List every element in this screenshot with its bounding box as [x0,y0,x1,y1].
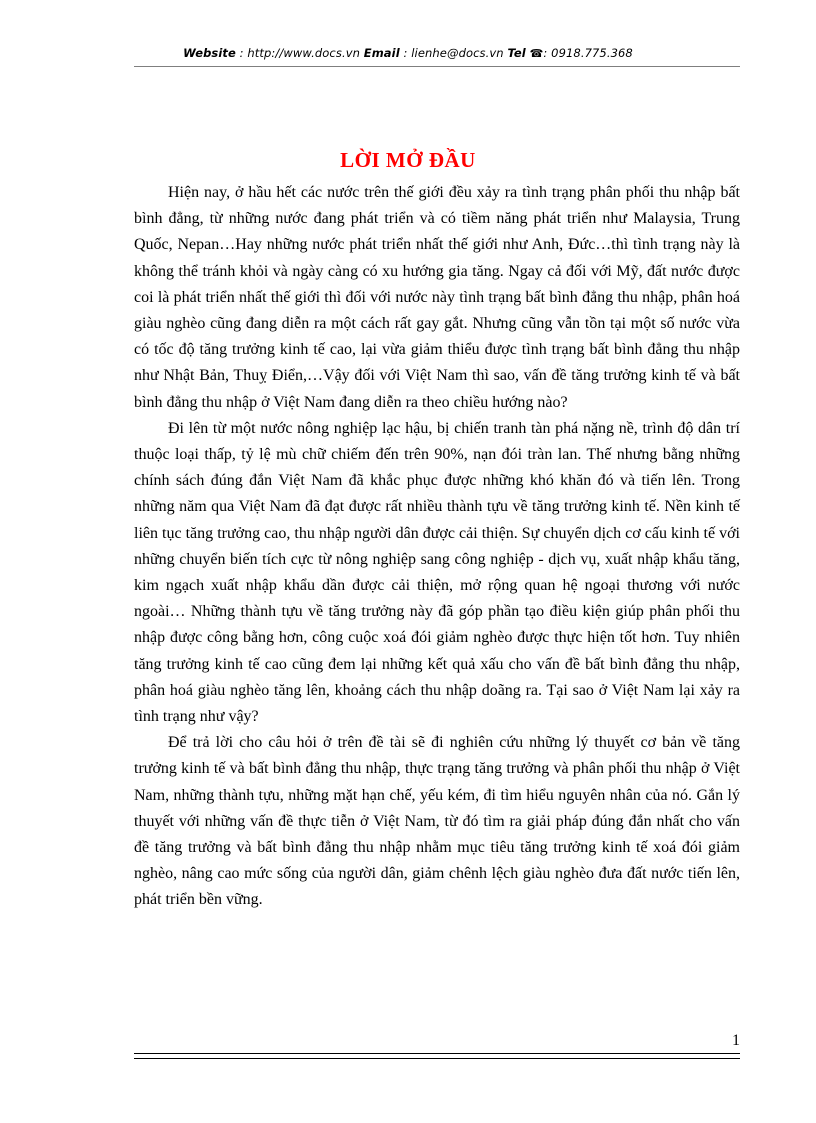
tel-separator: : [543,46,552,60]
paragraph-intro: Hiện nay, ở hầu hết các nước trên thế giới đều xảy ra tình trạng phân phối thu nhập bất bình đẳng, từ những nước đang phát triển và có tiềm năng phát triển như Malaysia, Trung Quốc, Nepan…Hay những nước phát triển nhất thế giới như Anh, Đức…thì tình trạng này là không thể tránh khỏi và ngày càng có xu hướng gia tăng. Ngay cả đối với Mỹ, đất nước được coi là phát triển nhất thế giới thì đối với nước này tình trạng bất bình đẳng thu nhập, phân hoá giàu nghèo cũng đang diễn ra một cách rất gay gắt. Nhưng cũng vẫn tồn tại một số nước vừa có tốc độ tăng trưởng kinh tế cao, lại vừa giảm thiểu được tình trạng bất bình đẳng thu nhập như Nhật Bản, Thuỵ Điển,…Vậy đối với Việt Nam thì sao, vấn đề tăng trưởng kinh tế và bất bình đẳng thu nhập ở Việt Nam đang diễn ra theo chiều hướng nào? [134,184,740,411]
website-label: Website [183,46,236,60]
header-divider [134,66,740,67]
paragraph-objective: Để trả lời cho câu hỏi ở trên đề tài sẽ đi nghiên cứu những lý thuyết cơ bản về tăng trưởng kinh tế và bất bình đẳng thu nhập, thực trạng tăng trưởng và phân phối thu nhập ở Việt Nam, những thành tựu, những mặt hạn chế, yếu kém, đi tìm hiểu nguyên nhân của nó. Gắn lý thuyết với những vấn đề thực tiễn ở Việt Nam, từ đó tìm ra giải pháp đúng đắn nhất cho vấn đề tăng trưởng và bất bình đẳng thu nhập nhằm mục tiêu tăng trưởng kinh tế xoá đói giảm nghèo, nâng cao mức sống của người dân, giảm chênh lệch giàu nghèo đưa đất nước tiến lên, phát triển bền vững. [134,734,740,909]
document-body [134,180,740,914]
page-number: 1 [732,1032,740,1049]
phone-icon: ☎ [529,47,544,60]
footer-divider [134,1053,740,1059]
email-address: lienhe@docs.vn [411,46,504,60]
website-separator: : [235,46,248,60]
tel-label: Tel [507,46,526,60]
email-label: Email [363,46,400,60]
page-title: LỜI MỞ ĐẦU [340,148,476,172]
website-url: http://www.docs.vn [247,46,360,60]
tel-number: 0918.775.368 [551,46,633,60]
email-separator: : [399,46,412,60]
page-header [0,46,816,60]
paragraph-background: Đi lên từ một nước nông nghiệp lạc hậu, bị chiến tranh tàn phá nặng nề, trình độ dân trí thuộc loại thấp, tỷ lệ mù chữ chiếm đến trên 90%, nạn đói tràn lan. Thế nhưng bằng những chính sách đúng đắn Việt Nam đã khắc phục được những khó khăn đó và tiến lên. Trong những năm qua Việt Nam đã đạt được rất nhiều thành tựu về tăng trưởng kinh tế. Nền kinh tế liên tục tăng trưởng cao, thu nhập người dân được cải thiện. Sự chuyển dịch cơ cấu kinh tế với những chuyển biến tích cực từ nông nghiệp sang công nghiệp - dịch vụ, xuất nhập khẩu tăng, kim ngạch xuất nhập khẩu dần được cải thiện, mở rộng quan hệ ngoại thương với nước ngoài… Những thành tựu về tăng trưởng này đã góp phần tạo điều kiện giúp phân phối thu nhập được công bằng hơn, công cuộc xoá đói giảm nghèo được thực hiện tốt hơn. Tuy nhiên tăng trưởng kinh tế cao cũng đem lại những kết quả xấu cho vấn đề bất bình đẳng thu nhập, phân hoá giàu nghèo tăng lên, khoảng cách thu nhập doãng ra. Tại sao ở Việt Nam lại xảy ra tình trạng như vậy? [134,419,740,726]
